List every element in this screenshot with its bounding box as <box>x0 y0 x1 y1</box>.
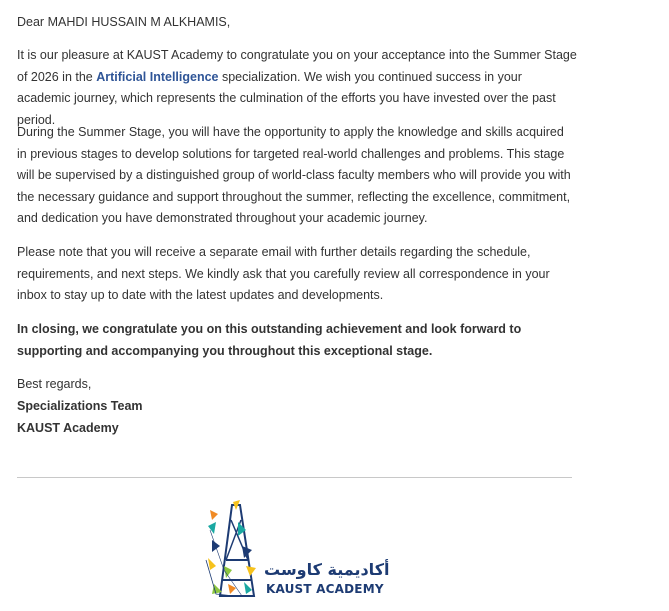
paragraph-closing: In closing, we congratulate you on this outstanding achievement and look forward to supporting and accompanying you throughout this exceptional stage. <box>17 322 522 358</box>
kaust-academy-logo <box>202 500 392 600</box>
paragraph-next-steps: Please note that you will receive a separate email with further details regarding the schedule, requirements, and next steps. We kindly ask that you carefully review all correspondence in your inbox to stay up to date with the latest updates and developments. <box>17 245 550 303</box>
logo-english-text: KAUST ACADEMY <box>266 582 384 596</box>
logo-arabic-text: أكاديمية كاوست <box>264 560 390 579</box>
paragraph-acceptance <box>17 45 577 131</box>
signoff-team: Specializations Team <box>17 398 143 413</box>
signature-divider <box>17 477 572 478</box>
signature-block <box>17 374 143 439</box>
paragraph-summer-stage: During the Summer Stage, you will have the opportunity to apply the knowledge and skills acquired in previous stages to develop solutions for targeted real-world challenges and problems. This stage will be supervised by a distinguished group of world-class faculty members who will provide you with the necessary guidance and support throughout the summer, reflecting the excellence, commitment, and dedication you have demonstrated throughout your academic journey. <box>17 125 571 226</box>
signoff-organization: KAUST Academy <box>17 420 119 435</box>
paragraph-acceptance-text-start: It is our pleasure at KAUST Academy to congratulate you on your acceptance into the Summer Stage of 2026 in the <box>17 48 577 84</box>
kaust-academy-tower-logo-icon <box>202 500 272 600</box>
specialization-highlight: Artificial Intelligence <box>96 69 219 84</box>
greeting: Dear MAHDI HUSSAIN M ALKHAMIS, <box>17 15 231 29</box>
paragraph-acceptance-text-end: specialization. We wish you continued success in your academic journey, which represents the culmination of the efforts you have invested over the past period. <box>17 69 556 127</box>
signoff-closing: Best regards, <box>17 377 92 391</box>
